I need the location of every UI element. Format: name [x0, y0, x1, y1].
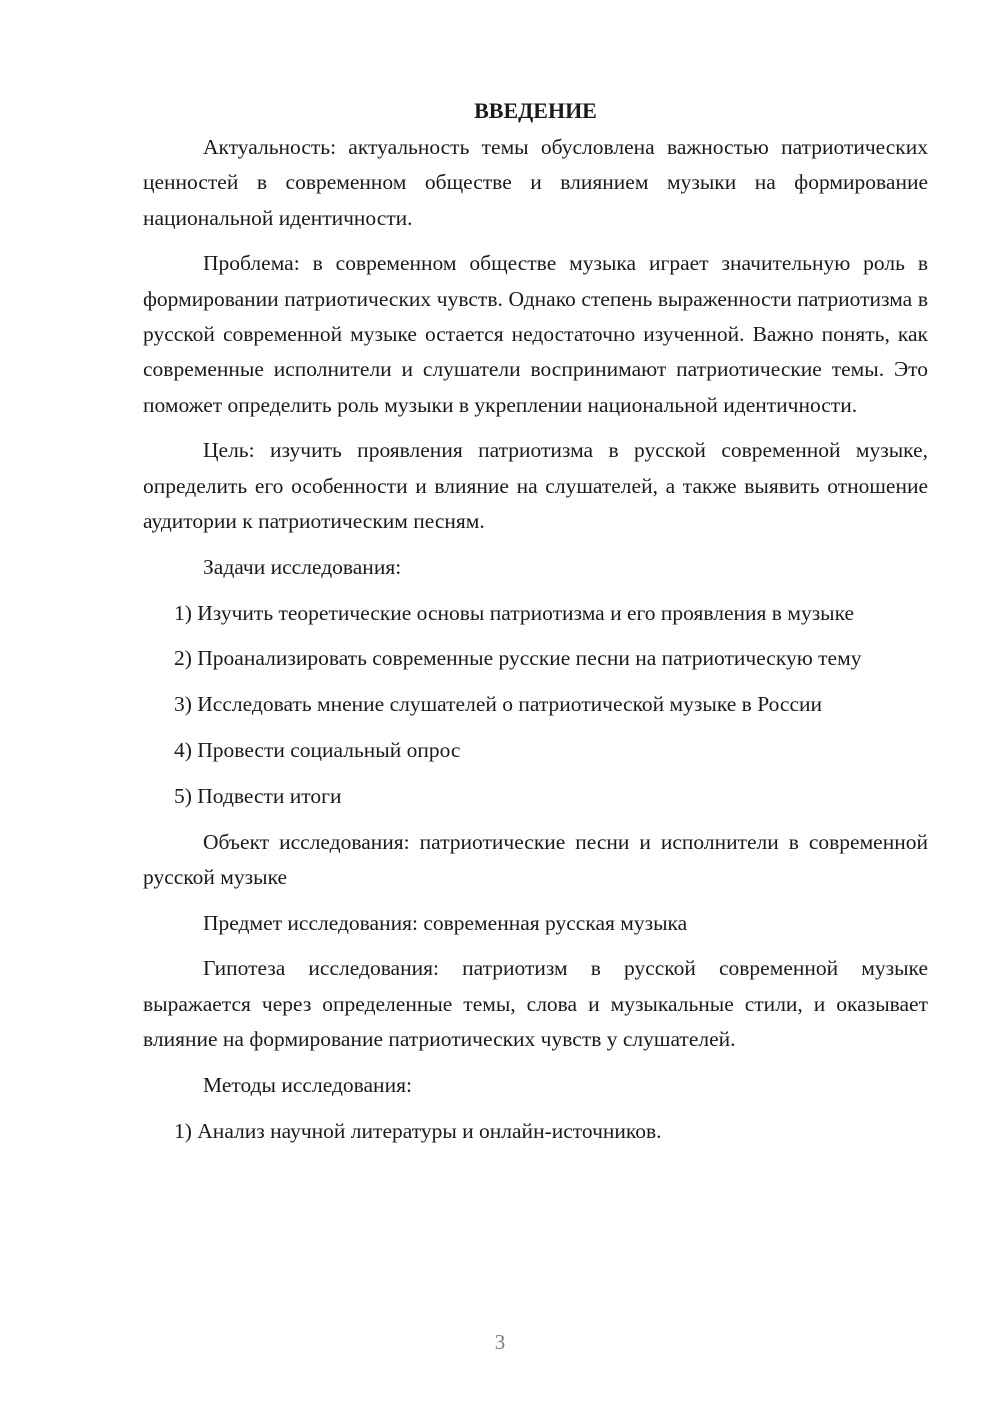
relevance-paragraph: Актуальность: актуальность темы обусловлена важностью патриотических ценностей в современном обществе и влиянием музыки на формирование национальной идентичности.	[143, 135, 928, 230]
methods-heading: Методы исследования:	[203, 1072, 412, 1097]
object-paragraph: Объект исследования: патриотические песни и исполнители в современной русской музыке	[143, 829, 928, 889]
page-number: 3	[494, 1330, 506, 1354]
task-item-3: 3) Исследовать мнение слушателей о патриотической музыке в России	[174, 692, 823, 717]
tasks-heading: Задачи исследования:	[203, 554, 402, 579]
subject-paragraph: Предмет исследования: современная русская музыка	[203, 910, 688, 935]
task-item-2: 2) Проанализировать современные русские песни на патриотическую тему	[174, 646, 862, 671]
task-item-5: 5) Подвести итоги	[174, 783, 342, 808]
task-item-4: 4) Провести социальный опрос	[174, 737, 461, 762]
document-page	[143, 93, 928, 1159]
method-item-1: 1) Анализ научной литературы и онлайн-источников.	[174, 1118, 662, 1143]
task-item-1: 1) Изучить теоретические основы патриотизма и его проявления в музыке	[174, 600, 855, 625]
goal-paragraph: Цель: изучить проявления патриотизма в русской современной музыке, определить его особенности и влияние на слушателей, а также выявить отношение аудитории к патриотическим песням.	[143, 438, 928, 533]
problem-paragraph: Проблема: в современном обществе музыка играет значительную роль в формировании патриотических чувств. Однако степень выраженности патриотизма в русской современной музыке остается недостаточно изученной. Важно понять, как современные исполнители и слушатели воспринимают патриотические темы. Это поможет определить роль музыки в укреплении национальной идентичности.	[143, 251, 928, 417]
hypothesis-paragraph: Гипотеза исследования: патриотизм в русской современной музыке выражается через определенные темы, слова и музыкальные стили, и оказывает влияние на формирование патриотических чувств у слушателей.	[143, 956, 928, 1052]
section-title: ВВЕДЕНИЕ	[474, 98, 597, 123]
